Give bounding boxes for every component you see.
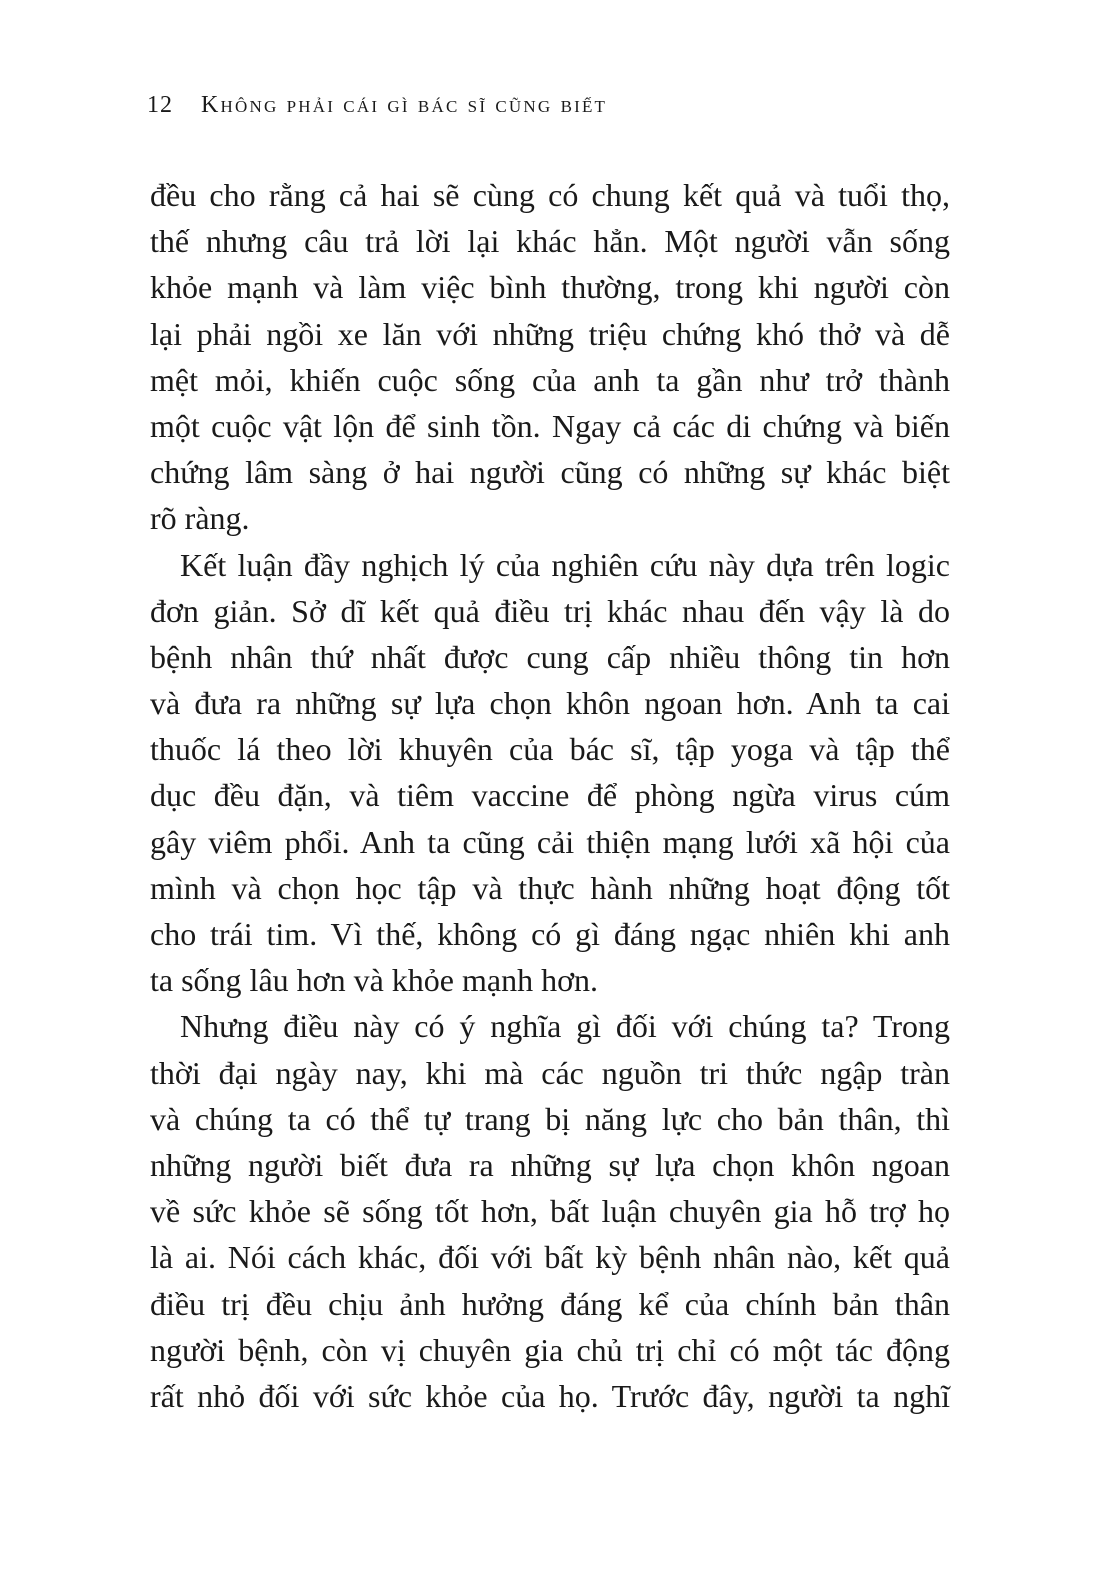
book-title: Không phải cái gì bác sĩ cũng biết [201,92,608,118]
text-line: là ai. Nói cách khác, đối với bất kỳ bệnh nhân nào, kết quả [150,1239,950,1276]
text-line: dục đều đặn, và tiêm vaccine để phòng ngừa virus cúm [150,777,950,814]
text-line: một cuộc vật lộn để sinh tồn. Ngay cả các di chứng và biến [150,407,950,444]
text-line: những người biết đưa ra những sự lựa chọn khôn ngoan [150,1146,950,1183]
text-line: chứng lâm sàng ở hai người cũng có những sự khác biệt [150,454,950,491]
text-line: đều cho rằng cả hai sẽ cùng có chung kết quả và tuổi thọ, [150,177,950,213]
text-line: bệnh nhân thứ nhất được cung cấp nhiều thông tin hơn [150,638,950,675]
text-line: rất nhỏ đối với sức khỏe của họ. Trước đây, người ta nghĩ [150,1377,950,1414]
text-line: ta sống lâu hơn và khỏe mạnh hơn. [150,962,598,999]
page-number: 12 [147,92,173,118]
text-line: khỏe mạnh và làm việc bình thường, trong khi người còn [150,269,950,306]
text-line: Nhưng điều này có ý nghĩa gì đối với chúng ta? Trong [180,1008,950,1045]
text-line: thuốc lá theo lời khuyên của bác sĩ, tập yoga và tập thể [150,731,950,768]
paragraph-2 [150,542,950,1004]
text-line: và chúng ta có thể tự trang bị năng lực cho bản thân, thì [150,1100,950,1137]
running-header [147,92,607,122]
paragraph-3 [150,1003,950,1419]
body-text [150,172,950,1419]
text-line: Kết luận đầy nghịch lý của nghiên cứu này dựa trên logic [180,546,950,583]
text-line: đơn giản. Sở dĩ kết quả điều trị khác nhau đến vậy là do [150,592,950,629]
text-line: mệt mỏi, khiến cuộc sống của anh ta gần như trở thành [150,361,950,398]
text-line: lại phải ngồi xe lăn với những triệu chứng khó thở và dễ [150,315,950,352]
text-line: rõ ràng. [150,500,250,537]
text-line: người bệnh, còn vị chuyên gia chủ trị chỉ có một tác động [150,1331,950,1368]
text-line: thời đại ngày nay, khi mà các nguồn tri thức ngập tràn [150,1054,950,1091]
text-line: điều trị đều chịu ảnh hưởng đáng kể của chính bản thân [150,1285,950,1322]
text-line: và đưa ra những sự lựa chọn khôn ngoan hơn. Anh ta cai [150,685,950,722]
paragraph-1 [150,172,950,542]
text-line: cho trái tim. Vì thế, không có gì đáng ngạc nhiên khi anh [150,916,950,952]
text-line: về sức khỏe sẽ sống tốt hơn, bất luận chuyên gia hỗ trợ họ [150,1193,950,1230]
text-line: mình và chọn học tập và thực hành những hoạt động tốt [150,869,950,906]
text-line: gây viêm phổi. Anh ta cũng cải thiện mạng lưới xã hội của [150,823,950,860]
text-line: thế nhưng câu trả lời lại khác hẳn. Một người vẫn sống [150,223,950,260]
